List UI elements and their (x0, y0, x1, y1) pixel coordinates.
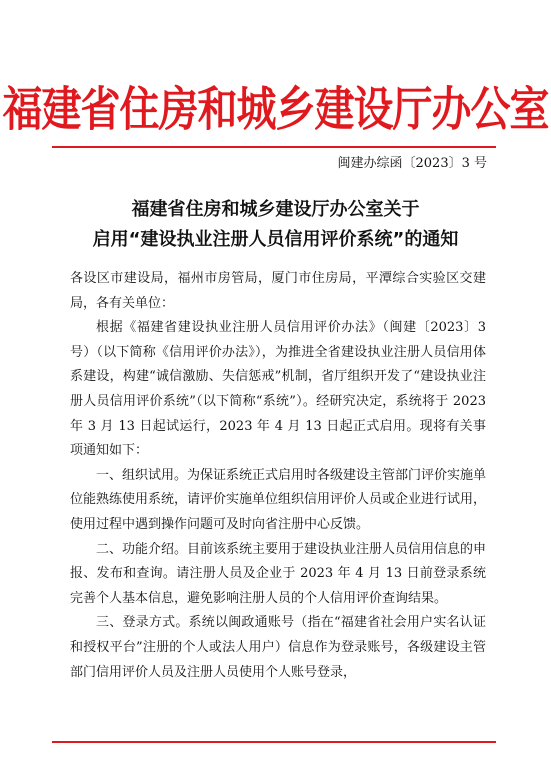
notice-body (70, 267, 486, 685)
item-1-paragraph: 一、组织试用。为保证系统正式启用时各级建设主管部门评价实施单位能熟练使用系统，请评价实施单位组织信用评价人员或企业进行试用，使用过程中遇到操作问题可及时向省注册中心反馈。 (70, 467, 487, 532)
office-header-title: 福建省住房和城乡建设厅办公室 (2, 83, 549, 138)
item-3-paragraph: 三、登录方式。系统以闽政通账号（指在“福建省社会用户实名认证和授权平台”注册的个人或法人用户）信息作为登录账号，各级建设主管部门信用评价人员及注册人员使用个人账号登录， (70, 615, 486, 680)
header-red-rule (52, 146, 496, 148)
notice-title-line-2: 启用“建设执业注册人员信用评价系统”的通知 (92, 229, 459, 250)
document-number: 闽建办综函〔2023〕3 号 (337, 156, 487, 171)
item-2-paragraph: 二、功能介绍。目前该系统主要用于建设执业注册人员信用信息的申报、发布和查询。请注册人员及企业于 2023 年 4 月 13 日前登录系统完善个人基本信息，避免影响注册人员的个人信用评价查询结果。 (70, 541, 487, 606)
addressee-paragraph: 各设区市建设局，福州市房管局，厦门市住房局，平潭综合实验区交建局，各有关单位： (70, 271, 486, 311)
notice-title-line-1: 福建省住房和城乡建设厅办公室关于 (131, 199, 420, 220)
footer-red-rule (52, 741, 496, 743)
intro-paragraph: 根据《福建省建设执业注册人员信用评价办法》（闽建〔2023〕3 号）（以下简称《信用评价办法》），为推进全省建设执业注册人员信用体系建设，构建“诚信激励、失信惩戒”机制，省厅组织开发了“建设执业注册人员信用评价系统”（以下简称“系统”）。经研究决定，系统将于 2023 年 3 月 13 日起试运行，2023 年 4 月 13 日起正式启用。现将有关事项通知如下： (70, 320, 486, 459)
